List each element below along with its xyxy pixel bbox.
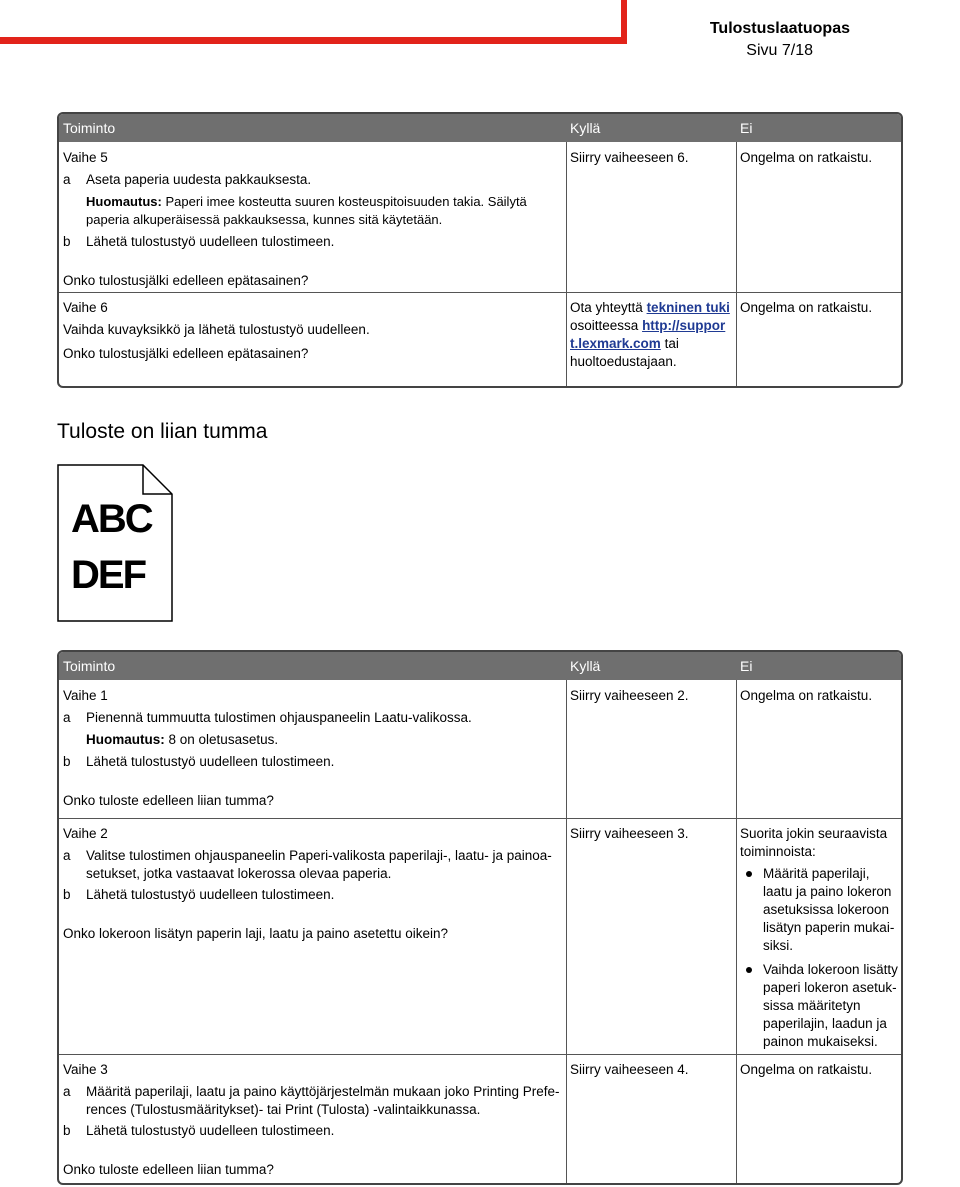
yes-cell: Siirry vaiheeseen 3. — [570, 826, 689, 841]
question: Onko tulostusjälki edelleen epätasainen? — [63, 273, 309, 288]
item-text: Määritä paperilaji, laatu ja paino käyttöjärjestelmän mukaan joko Printing Preferences (Tulostusmääritykset)- tai Print (Tulosta) -valintaikkunassa. — [86, 1084, 560, 1117]
item-text: Pienennä tummuutta tulostimen ohjauspaneelin Laatu-valikossa. — [86, 710, 472, 725]
step-label: Vaihe 1 — [63, 688, 108, 703]
col-yes: Kyllä — [570, 120, 601, 136]
note-label: Huomautus: — [86, 732, 165, 747]
table-row — [59, 818, 901, 1054]
item-letter: a — [63, 1084, 71, 1099]
item-text: Lähetä tulostustyö uudelleen tulostimeen. — [86, 754, 335, 769]
bullet-item: Määritä paperilaji, laatu ja paino lokeron asetuksissa lokeroon lisätyn paperin mukaisiksi. — [740, 865, 900, 955]
document-illustration-icon — [57, 464, 173, 622]
doc-title: Tulostuslaatuopas — [709, 20, 850, 37]
col-action: Toiminto — [63, 658, 116, 674]
question: Onko tulostusjälki edelleen epätasainen? — [63, 346, 309, 361]
yes-cell: Siirry vaiheeseen 4. — [570, 1062, 689, 1077]
yes-cell: Siirry vaiheeseen 6. — [570, 150, 689, 165]
no-cell: Ongelma on ratkaistu. — [740, 150, 873, 165]
illustration-text: ABC — [71, 497, 152, 541]
item-text: Lähetä tulostustyö uudelleen tulostimeen. — [86, 887, 335, 902]
item-letter: b — [63, 234, 71, 249]
question: Onko tuloste edelleen liian tumma? — [63, 793, 274, 808]
step-label: Vaihe 5 — [63, 150, 108, 165]
yes-text: osoitteessa — [570, 318, 639, 333]
item-letter: b — [63, 754, 71, 769]
question: Onko lokeroon lisätyn paperin laji, laatu ja paino asetettu oikein? — [63, 926, 448, 941]
header-red-divider — [621, 0, 627, 44]
note-text: 8 on oletusasetus. — [168, 732, 279, 747]
question: Onko tuloste edelleen liian tumma? — [63, 1162, 274, 1177]
note-label: Huomautus: — [86, 194, 162, 209]
item-text: Lähetä tulostustyö uudelleen tulostimeen. — [86, 1123, 335, 1138]
table-row — [59, 142, 901, 292]
item-text: Lähetä tulostustyö uudelleen tulostimeen. — [86, 234, 335, 249]
header-red-rule — [0, 37, 626, 44]
note-text: Paperi imee kosteutta suuren kosteuspitoisuuden takia. Säilytä paperia alkuperäisessä pakkauksessa, kunnes sitä käytetään. — [86, 194, 527, 227]
no-intro: Suorita jokin seuraavista toiminnoista: — [740, 826, 888, 859]
support-link[interactable]: tekninen tuki — [646, 300, 730, 315]
no-cell: Ongelma on ratkaistu. — [740, 1062, 873, 1077]
step-label: Vaihe 2 — [63, 826, 108, 841]
col-no: Ei — [740, 120, 753, 136]
item-letter: a — [63, 172, 71, 187]
yes-text: tai huoltoedustajaan. — [570, 336, 679, 369]
item-letter: a — [63, 848, 71, 863]
col-action: Toiminto — [63, 120, 116, 136]
item-text: Valitse tulostimen ohjauspaneelin Paperi-valikosta paperilaji-, laatu- ja painoasetukset, jotka vastaavat lokerossa olevaa paperia. — [86, 848, 552, 881]
page-number: Sivu 7/18 — [746, 42, 813, 59]
no-cell: Ongelma on ratkaistu. — [740, 300, 873, 315]
bullet-item: Vaihda lokeroon lisätty paperi lokeron asetuksissa määritetyn paperilajin, laadun ja painon mukaiseksi. — [740, 961, 900, 1051]
item-letter: b — [63, 1123, 71, 1138]
table-header — [59, 114, 901, 142]
step-label: Vaihe 3 — [63, 1062, 108, 1077]
troubleshoot-table-1 — [57, 112, 903, 388]
item-letter: b — [63, 887, 71, 902]
table-header — [59, 652, 901, 680]
section-title: Tuloste on liian tumma — [57, 420, 268, 443]
no-cell: Ongelma on ratkaistu. — [740, 688, 873, 703]
col-no: Ei — [740, 658, 753, 674]
step-text: Vaihda kuvayksikkö ja lähetä tulostustyö uudelleen. — [63, 322, 370, 337]
step-label: Vaihe 6 — [63, 300, 108, 315]
table-row — [59, 680, 901, 818]
table-row — [59, 1054, 901, 1184]
table-row — [59, 292, 901, 386]
item-letter: a — [63, 710, 71, 725]
yes-text: Ota yhteyttä — [570, 300, 643, 315]
troubleshoot-table-2 — [57, 650, 903, 1185]
item-text: Aseta paperia uudesta pakkauksesta. — [86, 172, 312, 187]
illustration-text: DEF — [71, 553, 145, 597]
col-yes: Kyllä — [570, 658, 601, 674]
yes-cell: Siirry vaiheeseen 2. — [570, 688, 689, 703]
support-url-link[interactable]: http://support.lexmark.com — [570, 318, 726, 351]
